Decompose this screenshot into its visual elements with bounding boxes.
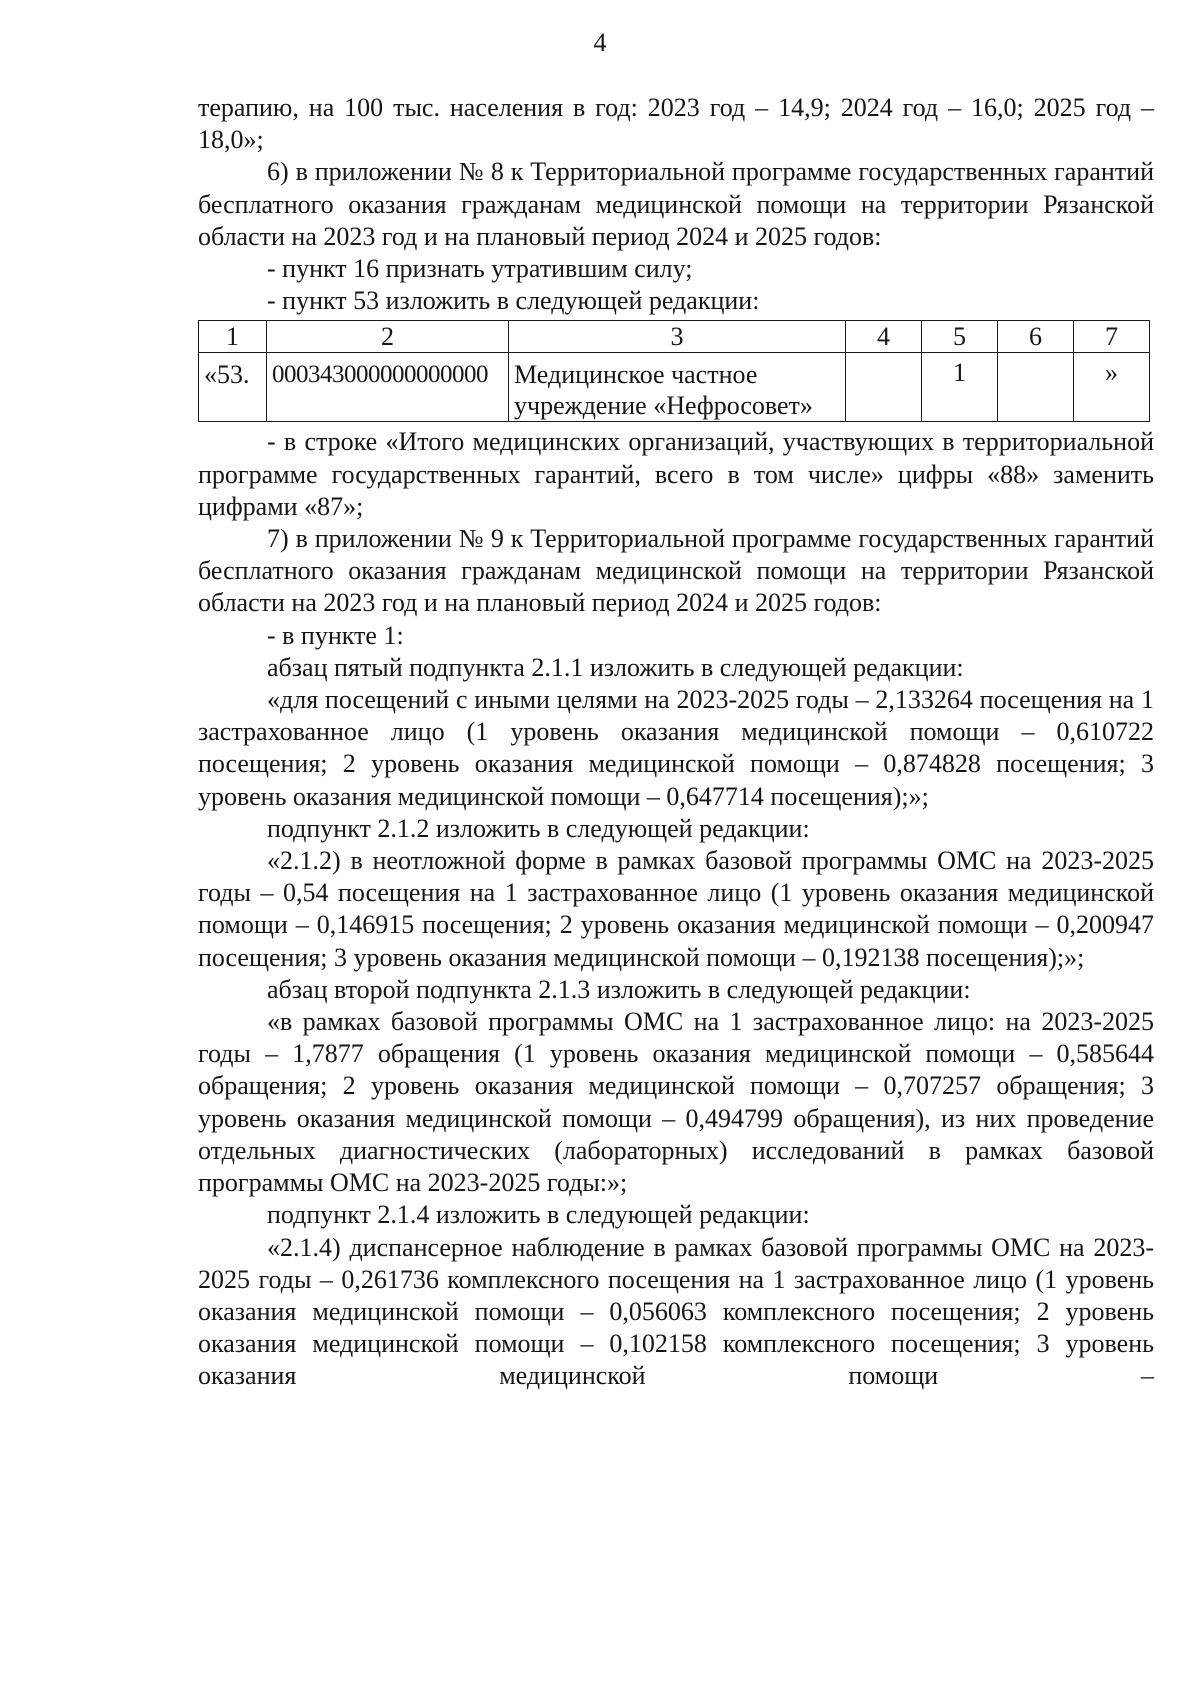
paragraph-14: подпункт 2.1.4 изложить в следующей редакции: [267, 1200, 810, 1230]
row-number-cell: «53. [199, 353, 267, 422]
item-53-table [198, 320, 1150, 422]
paragraph-6: 7) в приложении № 9 к Территориальной программе государственных гарантий бесплатного оказания гражданам медицинской помощи на территории Рязанской области на 2023 год и на плановый период 2024 и 2025 годов: [198, 524, 1154, 618]
paragraph-5: - в строке «Итого медицинских организаций, участвующих в территориальной программе государственных гарантий, всего в том числе» цифры «88» заменить цифрами «87»; [198, 427, 1154, 521]
table-header-cell: 6 [998, 321, 1074, 353]
organization-name-cell [509, 353, 846, 422]
paragraph-7: - в пункте 1: [267, 620, 404, 650]
table-row [199, 353, 1150, 422]
table-header-row [199, 321, 1150, 353]
paragraph-12: абзац второй подпункта 2.1.3 изложить в следующей редакции: [267, 974, 971, 1004]
paragraph-15: «2.1.4) диспансерное наблюдение в рамках базовой программы ОМС на 2023-2025 годы – 0,261736 комплексного посещения на 1 застрахованное лицо (1 уровень оказания медицинской помощи – 0,056063 комплексного посещения; 2 уровень оказания медицинской помощи – 0,102158 комплексного посещения; 3 уровень оказания медицинской помощи – [198, 1232, 1154, 1391]
paragraph-3: - пункт 16 признать утратившим силу; [267, 254, 693, 284]
page-number: 4 [593, 28, 607, 57]
table-header-cell: 1 [199, 321, 267, 353]
table-header-cell: 3 [509, 321, 846, 353]
organization-name-line-1: Медицинское частное [514, 360, 758, 390]
organization-name-line-2: учреждение «Нефросовет» [514, 391, 813, 421]
table-cell-5: 1 [922, 353, 998, 422]
paragraph-10: подпункт 2.1.2 изложить в следующей редакции: [267, 813, 810, 843]
paragraph-13: «в рамках базовой программы ОМС на 1 застрахованное лицо: на 2023-2025 годы – 1,7877 обращения (1 уровень оказания медицинской помощи – 0,585644 обращения; 2 уровень оказания медицинской помощи – 0,707257 обращения; 3 уровень оказания медицинской помощи – 0,494799 обращения), из них проведение отдельных диагностических (лабораторных) исследований в рамках базовой программы ОМС на 2023-2025 годы:»; [198, 1007, 1154, 1198]
paragraph-9: «для посещений с иными целями на 2023-2025 годы – 2,133264 посещения на 1 застрахованное лицо (1 уровень оказания медицинской помощи – 0,610722 посещения; 2 уровень оказания медицинской помощи – 0,874828 посещения; 3 уровень оказания медицинской помощи – 0,647714 посещения);»; [198, 685, 1154, 811]
paragraph-4: - пункт 53 изложить в следующей редакции: [267, 286, 760, 316]
table-header-cell: 4 [846, 321, 922, 353]
organization-code-cell: 000343000000000000 [267, 353, 509, 422]
table-cell-7: » [1074, 353, 1150, 422]
table-header-cell: 2 [267, 321, 509, 353]
table-cell-6 [998, 353, 1074, 422]
table-cell-4 [846, 353, 922, 422]
table-header-cell: 5 [922, 321, 998, 353]
paragraph-11: «2.1.2) в неотложной форме в рамках базовой программы ОМС на 2023-2025 годы – 0,54 посещения на 1 застрахованное лицо (1 уровень оказания медицинской помощи – 0,146915 посещения; 2 уровень оказания медицинской помощи – 0,200947 посещения; 3 уровень оказания медицинской помощи – 0,192138 посещения);»; [198, 846, 1154, 972]
paragraph-1: терапию, на 100 тыс. населения в год: 2023 год – 14,9; 2024 год – 16,0; 2025 год – 18,0»; [198, 93, 1154, 155]
paragraph-8: абзац пятый подпункта 2.1.1 изложить в следующей редакции: [267, 652, 964, 682]
table-header-cell: 7 [1074, 321, 1150, 353]
paragraph-2: 6) в приложении № 8 к Территориальной программе государственных гарантий бесплатного оказания гражданам медицинской помощи на территории Рязанской области на 2023 год и на плановый период 2024 и 2025 годов: [198, 157, 1154, 251]
document-body [198, 92, 1154, 1393]
